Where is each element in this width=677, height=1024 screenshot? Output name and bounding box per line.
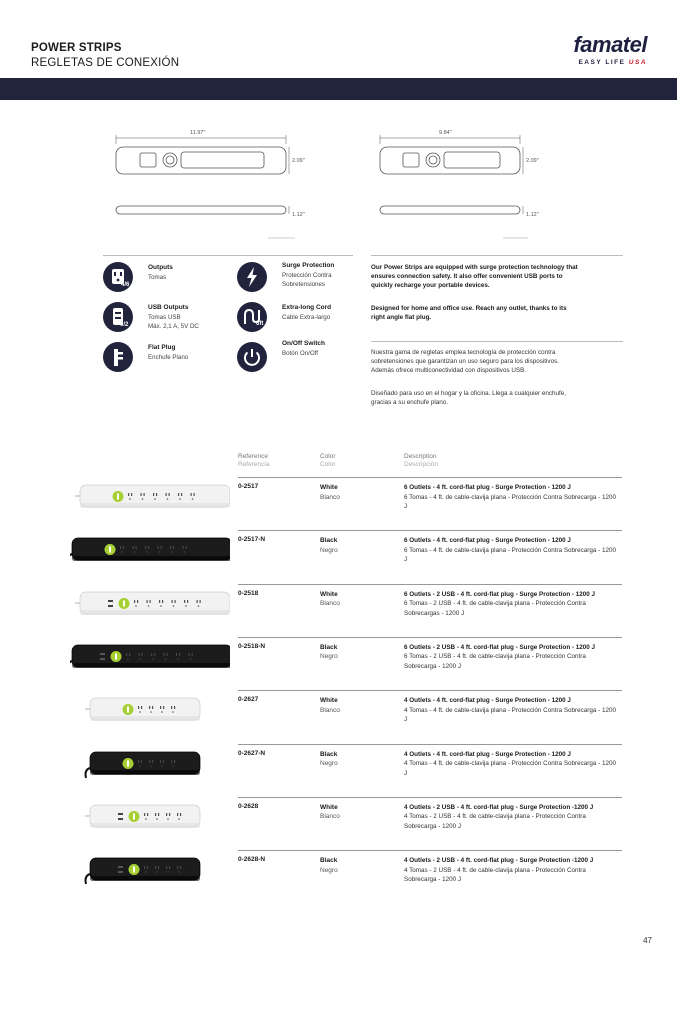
header-description-en: Description	[404, 453, 437, 460]
description-text: 6 Tomas - 2 USB - 4 ft. de cable-clavija plana - Protección Contra Sobrecargas - 1200 J	[404, 600, 586, 617]
description-text: 6 Tomas - 4 ft. de cable-clavija plana - Protección Contra Sobrecarga - 1200 J	[404, 493, 616, 510]
color-en: Black	[320, 857, 338, 865]
description-es-1: Nuestra gama de regletas emplea tecnología de protección contra sobretensiones que garantizan un uso seguro para los dispositivos. Además ofrece multiconectividad con dispositivos USB.	[371, 349, 559, 374]
description-title: 6 Outlets - 4 ft. cord-flat plug - Surge Protection - 1200 J	[404, 484, 571, 491]
header-reference-es: Referencia	[238, 461, 270, 468]
feature-sub: Enchufe Plano	[148, 354, 189, 361]
header-band	[0, 78, 677, 100]
tagline-text: EASY LIFE	[578, 59, 626, 66]
product-image	[70, 584, 230, 637]
product-image	[70, 690, 230, 743]
product-reference: 0-2518-N	[238, 642, 266, 650]
color-en: White	[320, 590, 338, 598]
feature-name: Outputs	[148, 264, 173, 271]
feature-name: Surge Protection	[282, 262, 335, 269]
feature-sub-line: Tomas USB	[148, 314, 181, 321]
small-height-label: 2.09"	[526, 158, 539, 164]
feature-sub	[282, 271, 332, 289]
color-es: Blanco	[320, 493, 340, 501]
feature-cord	[237, 302, 367, 336]
color-es: Blanco	[320, 600, 340, 608]
product-reference: 0-2628-N	[238, 856, 266, 864]
description-title: 6 Outlets - 2 USB - 4 ft. cord-flat plug - Surge Protection - 1200 J	[404, 643, 596, 651]
row-rule	[238, 690, 622, 691]
product-color	[320, 750, 338, 769]
table-row	[0, 637, 677, 690]
row-rule	[238, 850, 622, 851]
description-en-1: Our Power Strips are equipped with surge protection technology that ensures connection safety. It also offer convenient USB ports to quickly recharge your portable devices.	[371, 264, 578, 289]
large-length-label: 11.97"	[190, 130, 206, 136]
dimension-drawings	[0, 120, 677, 245]
feature-name: USB Outputs	[148, 304, 189, 311]
row-rule	[238, 530, 622, 531]
table-row	[0, 477, 677, 530]
description-text: 6 Tomas - 4 ft. de cable-clavija plana - Protección Contra Sobrecarga - 1200 J	[404, 546, 616, 564]
table-row	[0, 744, 677, 797]
description-en-2: Designed for home and office use. Reach any outlet, thanks to its right angle flat plug.	[371, 305, 567, 321]
description-text: 4 Tomas - 2 USB - 4 ft. de cable-clavija plana - Protección Contra Sobrecarga - 1200 J	[404, 813, 586, 830]
feature-name: Extra-long Cord	[282, 304, 332, 311]
feature-sub: Tomas	[148, 274, 167, 281]
feature-flat-plug	[103, 342, 233, 376]
cord-badge: 6ft	[256, 321, 264, 327]
color-es: Negro	[320, 866, 338, 874]
product-image	[70, 530, 230, 583]
feature-sub	[148, 313, 199, 331]
feature-surge	[237, 262, 367, 296]
page-number: 47	[643, 936, 652, 945]
description-title: 4 Outlets - 2 USB - 4 ft. cord-flat plug - Surge Protection -1200 J	[404, 803, 594, 811]
product-description	[404, 590, 619, 619]
feature-usb	[103, 302, 233, 336]
small-length-label: 9.84"	[439, 130, 452, 136]
color-en: White	[320, 484, 338, 491]
header-reference-en: Reference	[238, 453, 268, 460]
product-description	[404, 696, 619, 725]
row-rule	[238, 797, 622, 798]
header-color	[320, 453, 336, 469]
large-height-label: 2.09"	[292, 158, 305, 164]
product-color	[320, 803, 340, 822]
outlet-icon	[103, 262, 133, 292]
product-reference: 0-2628	[238, 802, 259, 810]
feature-sub-line: Máx. 2,1 A, 5V DC	[148, 323, 199, 330]
product-image	[70, 744, 230, 797]
product-table	[0, 450, 677, 910]
usb-badge: 0/2	[120, 322, 129, 328]
usb-icon	[103, 302, 133, 332]
feature-sub: Cable Extra-largo	[282, 314, 331, 321]
color-es: Blanco	[320, 706, 340, 714]
brand-tagline	[537, 59, 647, 66]
product-description	[404, 536, 619, 565]
product-image	[70, 797, 230, 850]
color-en: Black	[320, 537, 338, 545]
header-reference	[238, 453, 269, 469]
desc-rule	[371, 255, 623, 256]
color-en: Black	[320, 643, 338, 651]
feature-sub: Botón On/Off	[282, 350, 319, 357]
product-color	[320, 696, 340, 715]
product-color	[320, 590, 340, 609]
color-es: Negro	[320, 760, 338, 767]
header-color-en: Color	[320, 453, 336, 460]
large-strip-top	[116, 135, 295, 238]
table-row	[0, 850, 677, 903]
large-depth-label: 1.12"	[292, 212, 305, 218]
color-en: White	[320, 803, 338, 811]
page-subtitle: REGLETAS DE CONEXIÓN	[31, 57, 180, 69]
header-color-es: Color	[320, 461, 336, 468]
description-text: 4 Tomas - 2 USB - 4 ft. de cable-clavija plana - Protección Contra Sobrecarga - 1200 J	[404, 866, 586, 884]
power-icon	[237, 342, 267, 372]
brand-name: famatel	[573, 32, 647, 57]
product-color	[320, 536, 338, 555]
row-rule	[238, 477, 622, 478]
table-row	[0, 530, 677, 583]
product-reference: 0-2627-N	[238, 749, 266, 757]
product-color	[320, 856, 338, 875]
row-rule	[238, 637, 622, 638]
header-description	[404, 453, 438, 469]
color-en: White	[320, 697, 338, 705]
flat-plug-icon	[103, 342, 133, 372]
outputs-badge: 4/6	[121, 282, 130, 288]
header-description-es: Descripción	[404, 461, 438, 468]
page-header	[0, 0, 677, 80]
feature-outputs	[103, 262, 233, 296]
color-es: Negro	[320, 653, 338, 661]
product-reference: 0-2517-N	[238, 536, 266, 544]
product-description	[404, 643, 619, 672]
small-strip-top	[380, 135, 528, 238]
description-text: 4 Tomas - 4 ft. de cable-clavija plana - Protección Contra Sobrecarga - 1200 J	[404, 706, 616, 724]
lightning-icon	[237, 262, 267, 292]
description-text: 6 Tomas - 2 USB - 4 ft. de cable-clavija plana - Protección Contra Sobrecarga - 1200 J	[404, 653, 586, 670]
feature-sub-line: Sobretensiones	[282, 281, 325, 288]
brand-logo	[537, 34, 647, 66]
features-section	[103, 255, 623, 455]
product-description	[404, 856, 619, 885]
feature-sub-line: Protección Contra	[282, 272, 332, 279]
color-es: Negro	[320, 546, 338, 554]
product-color	[320, 483, 340, 502]
color-es: Blanco	[320, 813, 340, 821]
description-title: 4 Outlets - 2 USB - 4 ft. cord-flat plug - Surge Protection -1200 J	[404, 857, 594, 865]
table-row	[0, 690, 677, 743]
product-reference: 0-2518	[238, 589, 259, 597]
color-en: Black	[320, 750, 338, 758]
feature-rule	[103, 255, 353, 256]
feature-switch	[237, 342, 367, 376]
page-title: POWER STRIPS	[31, 42, 122, 54]
tagline-country: USA	[628, 59, 647, 66]
description-title: 4 Outlets - 4 ft. cord-flat plug - Surge Protection - 1200 J	[404, 697, 571, 705]
description-title: 6 Outlets - 2 USB - 4 ft. cord-flat plug - Surge Protection - 1200 J	[404, 590, 596, 598]
description-title: 6 Outlets - 4 ft. cord-flat plug - Surge Protection - 1200 J	[404, 537, 571, 545]
small-depth-label: 1.12"	[526, 212, 539, 218]
cord-icon	[237, 302, 267, 332]
row-rule	[238, 584, 622, 585]
product-description	[404, 750, 619, 779]
product-image	[70, 477, 230, 530]
table-row	[0, 584, 677, 637]
product-color	[320, 643, 338, 662]
product-image	[70, 850, 230, 903]
product-image	[70, 637, 230, 690]
product-description	[404, 803, 619, 832]
description-text: 4 Tomas - 4 ft. de cable-clavija plana - Protección Contra Sobrecarga - 1200 J	[404, 760, 616, 777]
table-row	[0, 797, 677, 850]
row-rule	[238, 744, 622, 745]
product-description	[404, 483, 619, 512]
feature-name: Flat Plug	[148, 344, 176, 351]
product-reference: 0-2517	[238, 483, 259, 490]
product-reference: 0-2627	[238, 696, 259, 704]
description-title: 4 Outlets - 4 ft. cord-flat plug - Surge Protection - 1200 J	[404, 750, 571, 758]
description-es-2: Diseñado para uso en el hogar y la oficina. Llega a cualquier enchufe, gracias a su enchufe plano.	[371, 390, 566, 406]
desc-rule-2	[371, 341, 623, 342]
feature-name: On/Off Switch	[282, 340, 325, 347]
dimension-svg	[0, 120, 677, 245]
